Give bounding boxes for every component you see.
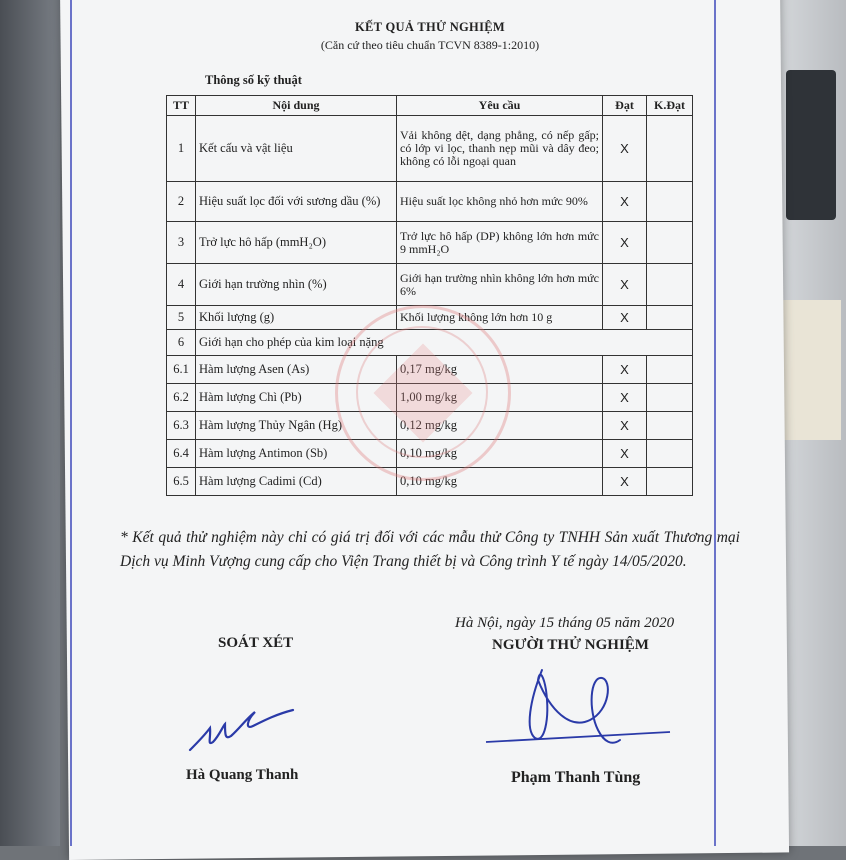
section-title: Thông số kỹ thuật xyxy=(205,73,302,87)
row-tt: 3 xyxy=(167,222,196,264)
header-fail: K.Đạt xyxy=(647,96,693,116)
row-fail-mark xyxy=(647,468,693,496)
table-row xyxy=(167,384,693,412)
row-content: Trở lực hô hấp (mmH₂O) xyxy=(196,222,397,264)
row-tt: 6.4 xyxy=(167,440,196,468)
row-pass-mark: X xyxy=(603,412,647,440)
row-fail-mark xyxy=(647,440,693,468)
row-requirement: 0,10 mg/kg xyxy=(397,440,603,468)
row-content: Khối lượng (g) xyxy=(196,306,397,330)
row-pass-mark: X xyxy=(603,182,647,222)
header-pass: Đạt xyxy=(603,96,647,116)
row-tt: 6.5 xyxy=(167,468,196,496)
row-tt: 6.2 xyxy=(167,384,196,412)
row-fail-mark xyxy=(647,356,693,384)
row-fail-mark xyxy=(647,264,693,306)
validity-note: * Kết quả thử nghiệm này chỉ có giá trị đối với các mẫu thử Công ty TNHH Sản xuất Thương mại Dịch vụ Minh Vượng cung cấp cho Viện Trang thiết bị và Công trình Y tế ngày 14/05/2020. xyxy=(120,529,740,570)
row-tt: 6.1 xyxy=(167,356,196,384)
row-requirement: 0,17 mg/kg xyxy=(397,356,603,384)
reviewer-signature xyxy=(185,690,305,760)
row-requirement: Hiệu suất lọc không nhỏ hơn mức 90% xyxy=(397,182,603,222)
row-content: Hàm lượng Chì (Pb) xyxy=(196,384,397,412)
row-pass-mark: X xyxy=(603,222,647,264)
table-row xyxy=(167,356,693,384)
row-requirement: 1,00 mg/kg xyxy=(397,384,603,412)
tester-signature xyxy=(480,650,680,760)
row-pass-mark: X xyxy=(603,264,647,306)
row-tt: 6.3 xyxy=(167,412,196,440)
row-tt: 1 xyxy=(167,116,196,182)
row-pass-mark: X xyxy=(603,306,647,330)
background-left xyxy=(0,0,60,846)
table-header-row xyxy=(167,96,693,116)
background-object xyxy=(786,70,836,220)
row-tt: 2 xyxy=(167,182,196,222)
row-requirement: 0,12 mg/kg xyxy=(397,412,603,440)
row-tt: 5 xyxy=(167,306,196,330)
row-fail-mark xyxy=(647,116,693,182)
table-row xyxy=(167,116,693,182)
row-pass-mark: X xyxy=(603,440,647,468)
row-content: Hàm lượng Cadimi (Cd) xyxy=(196,468,397,496)
reviewer-name: Hà Quang Thanh xyxy=(186,767,299,783)
header-content: Nội dung xyxy=(196,96,397,116)
row-requirement: Giới hạn trường nhìn không lớn hơn mức 6% xyxy=(397,264,603,306)
group-content: Giới hạn cho phép của kim loại nặng xyxy=(196,330,693,356)
row-fail-mark xyxy=(647,306,693,330)
table-row xyxy=(167,412,693,440)
background-object xyxy=(781,300,841,440)
row-content: Hàm lượng Thủy Ngân (Hg) xyxy=(196,412,397,440)
table-row xyxy=(167,182,693,222)
header-requirement: Yêu cầu xyxy=(397,96,603,116)
row-fail-mark xyxy=(647,412,693,440)
row-content: Giới hạn trường nhìn (%) xyxy=(196,264,397,306)
reviewer-role: SOÁT XÉT xyxy=(218,635,294,651)
row-content: Hiệu suất lọc đối với sương dầu (%) xyxy=(196,182,397,222)
table-row xyxy=(167,468,693,496)
row-requirement: Khối lượng không lớn hơn 10 g xyxy=(397,306,603,330)
document-title: KẾT QUẢ THỬ NGHIỆM xyxy=(355,20,505,34)
table-row xyxy=(167,440,693,468)
row-pass-mark: X xyxy=(603,468,647,496)
row-content: Hàm lượng Antimon (Sb) xyxy=(196,440,397,468)
header-tt: TT xyxy=(167,96,196,116)
place-date: Hà Nội, ngày 15 tháng 05 năm 2020 xyxy=(455,615,675,631)
row-pass-mark: X xyxy=(603,384,647,412)
row-content: Hàm lượng Asen (As) xyxy=(196,356,397,384)
table-row xyxy=(167,264,693,306)
table-row xyxy=(167,222,693,264)
row-fail-mark xyxy=(647,182,693,222)
tester-name: Phạm Thanh Tùng xyxy=(511,769,641,786)
row-requirement: Vải không dệt, dạng phẳng, có nếp gấp; có lớp vi lọc, thanh nẹp mũi và dây đeo; không có lỗi ngoại quan xyxy=(397,116,603,182)
row-tt: 4 xyxy=(167,264,196,306)
document-subtitle: (Căn cứ theo tiêu chuẩn TCVN 8389-1:2010) xyxy=(320,38,540,52)
tester-role: NGƯỜI THỬ NGHIỆM xyxy=(492,637,649,653)
results-table xyxy=(166,95,693,496)
group-tt: 6 xyxy=(167,330,196,356)
table-group-row xyxy=(167,330,693,356)
row-pass-mark: X xyxy=(603,356,647,384)
table-row xyxy=(167,306,693,330)
row-fail-mark xyxy=(647,384,693,412)
row-requirement: Trở lực hô hấp (DP) không lớn hơn mức 9 mmH₂O xyxy=(397,222,603,264)
row-content: Kết cấu và vật liệu xyxy=(196,116,397,182)
row-requirement: 0,10 mg/kg xyxy=(397,468,603,496)
row-fail-mark xyxy=(647,222,693,264)
row-pass-mark: X xyxy=(603,116,647,182)
